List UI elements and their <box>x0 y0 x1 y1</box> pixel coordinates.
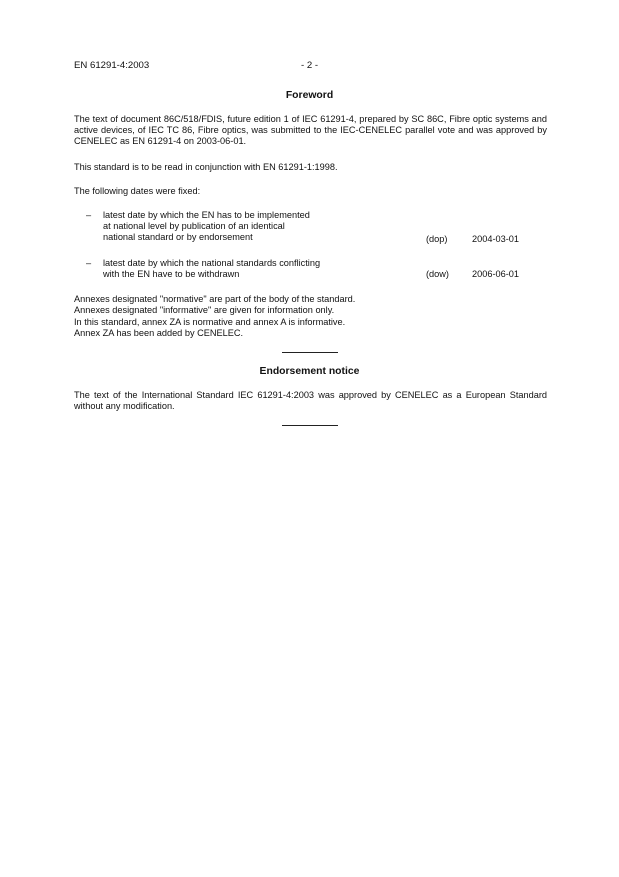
date-item-date: 2006-06-01 <box>472 269 519 279</box>
document-id: EN 61291-4:2003 <box>74 60 150 71</box>
date-item-text: latest date by which the EN has to be implemented at national level by publication of an identical national standard or by endorsement <box>103 210 310 242</box>
foreword-paragraph-1: The text of document 86C/518/FDIS, future edition 1 of IEC 61291-4, prepared by SC 86C, Fibre optic systems and active devices, of IEC TC 86, Fibre optics, was submitted to the IEC-CENELEC parallel vote and was approved by CENELEC as EN 61291-4 on 2003-06-01. <box>74 114 547 146</box>
date-item-abbreviation: (dow) <box>426 269 449 279</box>
annex-note-line: Annexes designated "normative" are part of the body of the standard. <box>74 294 356 304</box>
foreword-paragraph-3: The following dates were fixed: <box>74 186 201 196</box>
section-divider <box>282 352 338 353</box>
page-number: - 2 - <box>300 60 319 71</box>
endorsement-title: Endorsement notice <box>259 366 360 377</box>
date-item-dash: – <box>86 258 92 268</box>
date-item-dash: – <box>86 210 92 220</box>
date-item-date: 2004-03-01 <box>472 234 519 244</box>
annex-note-line: Annexes designated "informative" are given for information only. <box>74 305 335 315</box>
annex-note-line: Annex ZA has been added by CENELEC. <box>74 328 244 338</box>
foreword-paragraph-2: This standard is to be read in conjunction with EN 61291-1:1998. <box>74 162 338 172</box>
foreword-title: Foreword <box>285 90 334 101</box>
date-item-abbreviation: (dop) <box>426 234 448 244</box>
annex-note-line: In this standard, annex ZA is normative and annex A is informative. <box>74 317 346 327</box>
endorsement-paragraph: The text of the International Standard IEC 61291-4:2003 was approved by CENELEC as a European Standard without any modification. <box>74 390 547 411</box>
date-item-text: latest date by which the national standards conflicting with the EN have to be withdrawn <box>103 258 321 279</box>
section-divider <box>282 425 338 426</box>
